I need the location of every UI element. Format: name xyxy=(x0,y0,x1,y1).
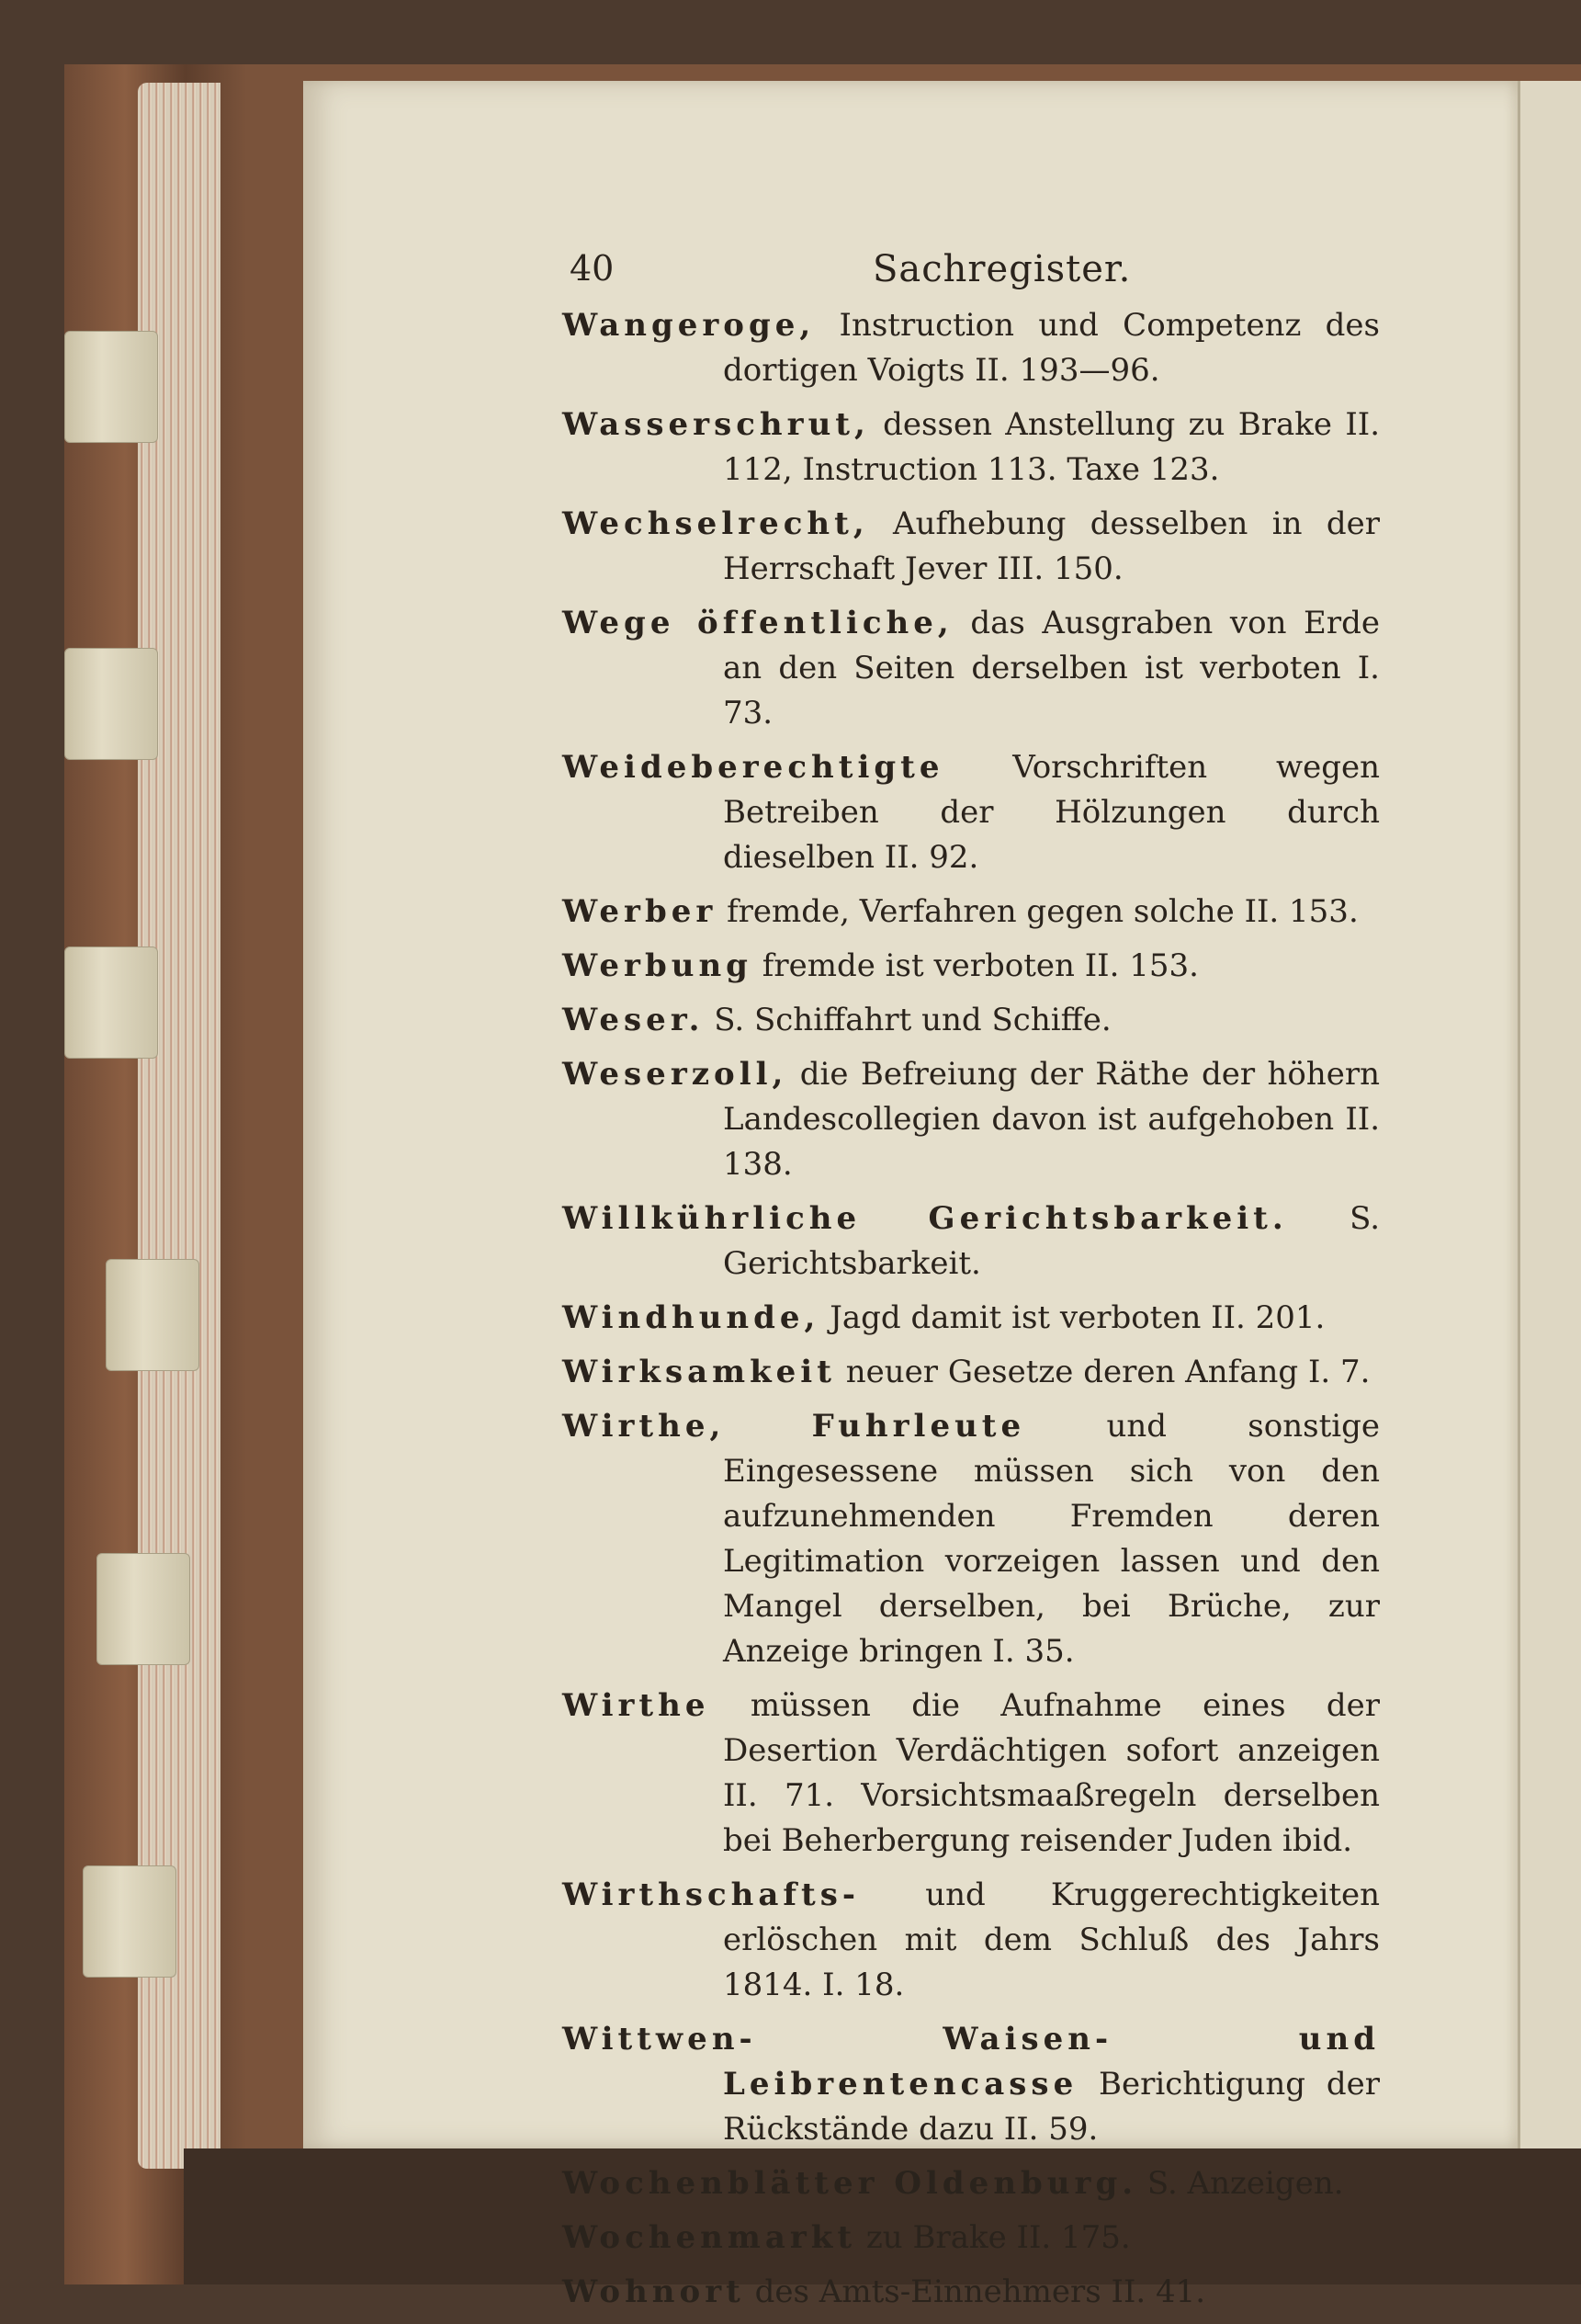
page-number: 40 xyxy=(570,248,615,289)
index-text: fremde ist verboten II. 153. xyxy=(762,947,1199,984)
index-headword: Wangeroge, xyxy=(562,307,816,344)
index-headword: Wirthschafts- xyxy=(562,1876,861,1913)
index-headword: Wochenmarkt xyxy=(562,2219,857,2256)
thumb-tab xyxy=(106,1259,199,1371)
index-headword: Wasserschrut, xyxy=(562,406,870,443)
index-headword: Wohnort xyxy=(562,2273,745,2310)
index-text: müssen die Aufnahme eines der Desertion Verdächtigen sofort anzeigen II. 71. Vorsichtsmaaßregeln derselben bei Beherbergung reisender Juden ibid. xyxy=(723,1687,1380,1859)
index-headword: Wirthe xyxy=(562,1687,710,1724)
index-entry xyxy=(562,2270,1380,2315)
index-entry xyxy=(562,1350,1380,1395)
index-entry xyxy=(562,502,1380,592)
index-entry xyxy=(562,890,1380,935)
index-entry xyxy=(562,745,1380,880)
index-text: S. Schiffahrt und Schiffe. xyxy=(714,1002,1112,1038)
index-headword: Windhunde, xyxy=(562,1299,820,1336)
index-text: S. Anzeigen. xyxy=(1146,2165,1344,2202)
index-text: dessen Anstellung zu Brake II. 112, Instruction 113. Taxe 123. xyxy=(723,406,1381,488)
index-headword: Wirthe, Fuhrleute xyxy=(562,1408,1026,1445)
index-headword: Weserzoll, xyxy=(562,1056,788,1093)
index-headword: Werbung xyxy=(562,947,752,984)
index-headword: Wege öffentliche, xyxy=(562,605,954,641)
thumb-tab xyxy=(64,947,158,1059)
thumb-tab xyxy=(64,331,158,443)
index-text: Vorschriften wegen Betreiben der Hölzungen durch dieselben II. 92. xyxy=(723,749,1380,876)
index-text: und sonstige Eingesessene müssen sich von den aufzunehmenden Fremden deren Legitimation vorzeigen lassen und den Mangel derselben, bei Brüche, zur Anzeige bringen I. 35. xyxy=(723,1408,1380,1670)
index-headword: Wirksamkeit xyxy=(562,1354,836,1390)
index-text: Jagd damit ist verboten II. 201. xyxy=(830,1299,1326,1336)
thumb-tab xyxy=(64,648,158,760)
thumb-tab xyxy=(96,1553,190,1665)
index-list xyxy=(562,303,1380,2324)
index-headword: Wittwen- Waisen- und Leibrentencasse xyxy=(562,2021,1380,2103)
running-title: Sachregister. xyxy=(873,248,1132,290)
index-entry xyxy=(562,402,1380,493)
index-entry xyxy=(562,2161,1380,2206)
index-headword: Werber xyxy=(562,893,717,930)
facing-page-edge xyxy=(1518,81,1581,2148)
index-text: und Kruggerechtigkeiten erlöschen mit dem Schluß des Jahrs 1814. I. 18. xyxy=(723,1876,1380,2003)
index-entry xyxy=(562,1873,1380,2008)
index-headword: Weser. xyxy=(562,1002,705,1038)
index-text: das Ausgraben von Erde an den Seiten derselben ist verboten I. 73. xyxy=(723,605,1380,731)
index-headword: Willkührliche Gerichtsbarkeit. xyxy=(562,1200,1288,1237)
index-entry xyxy=(562,2017,1380,2152)
index-text: die Befreiung der Räthe der höhern Landescollegien davon ist aufgehoben II. 138. xyxy=(723,1056,1380,1183)
index-text: neuer Gesetze deren Anfang I. 7. xyxy=(845,1354,1371,1390)
index-text: des Amts-Einnehmers II. 41. xyxy=(754,2273,1206,2310)
index-headword: Wochenblätter Oldenburg. xyxy=(562,2165,1138,2202)
index-entry xyxy=(562,2216,1380,2261)
index-entry xyxy=(562,1404,1380,1674)
index-text: zu Brake II. 175. xyxy=(865,2219,1131,2256)
index-text: Berichtigung der Rückstände dazu II. 59. xyxy=(723,2066,1380,2148)
thumb-tab xyxy=(83,1865,176,1978)
index-entry xyxy=(562,1196,1380,1287)
index-entry xyxy=(562,1683,1380,1864)
index-text: S. Gerichtsbarkeit. xyxy=(723,1200,1380,1282)
index-entry xyxy=(562,998,1380,1043)
index-entry xyxy=(562,1296,1380,1341)
index-entry xyxy=(562,1052,1380,1187)
index-text: Instruction und Competenz des dortigen Voigts II. 193—96. xyxy=(723,307,1381,389)
index-entry xyxy=(562,601,1380,736)
index-entry xyxy=(562,944,1380,989)
index-text: fremde, Verfahren gegen solche II. 153. xyxy=(727,893,1359,930)
index-headword: Wechselrecht, xyxy=(562,505,869,542)
index-text: Aufhebung desselben in der Herrschaft Jever III. 150. xyxy=(723,505,1380,587)
index-headword: Weideberechtigte xyxy=(562,749,944,786)
running-head xyxy=(570,248,1396,294)
index-entry xyxy=(562,303,1380,393)
